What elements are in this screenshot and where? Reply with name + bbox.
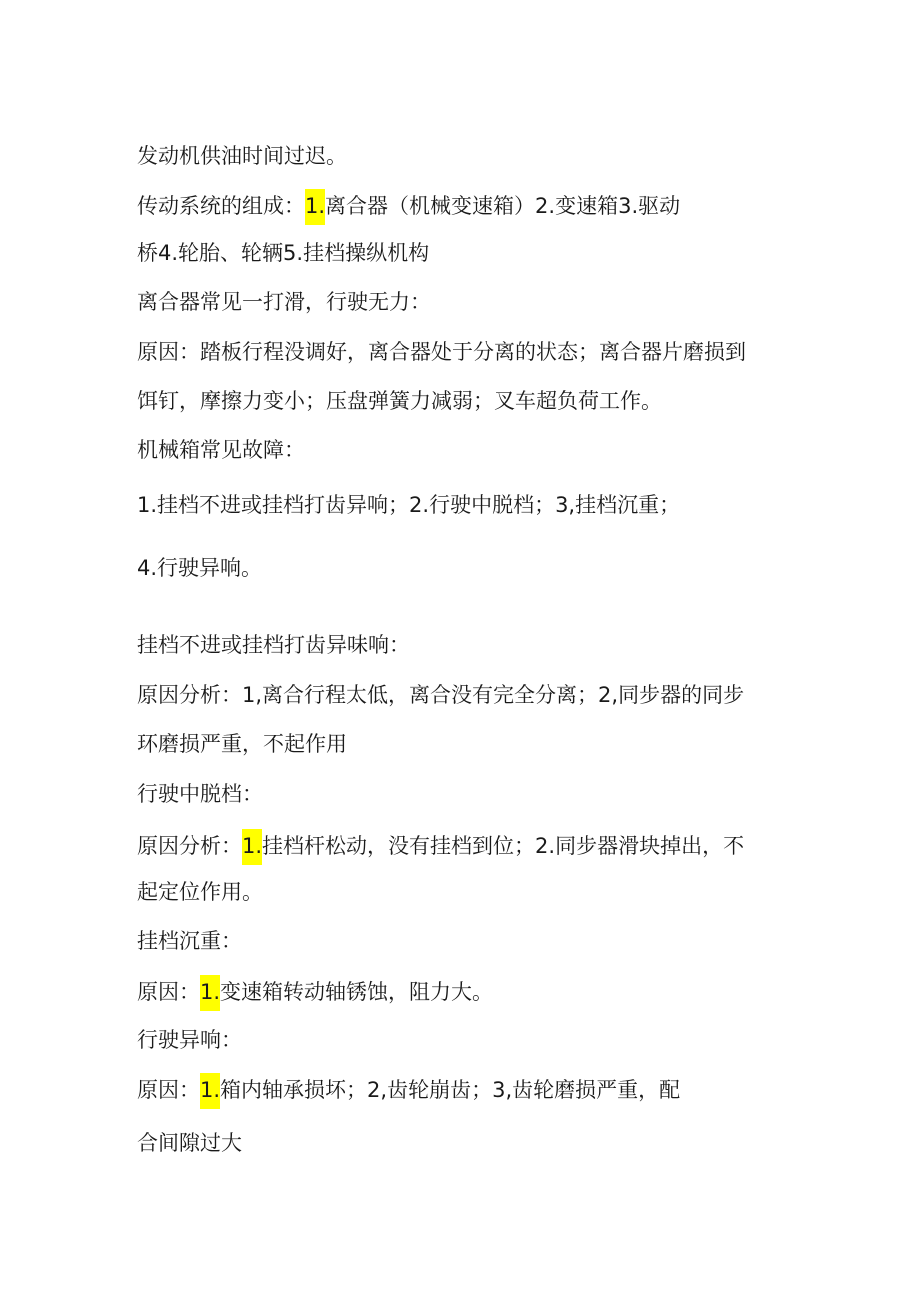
section-heading: 机械箱常见故障：: [137, 438, 305, 462]
text-line: 离合器常见一打滑，行驶无力：: [137, 290, 431, 314]
section-heading: 挂档不进或挂档打齿异味响：: [137, 633, 410, 657]
text-line: 1.挂档不进或挂档打齿异响；2.行驶中脱档；3,挂档沉重；: [137, 493, 681, 517]
highlighted-number: 1.: [200, 1073, 220, 1109]
text-line: 起定位作用。: [137, 880, 263, 904]
text-line: 饵钉，摩擦力变小；压盘弹簧力减弱；叉车超负荷工作。: [137, 389, 662, 413]
line-suffix: 变速箱转动轴锈蚀，阻力大。: [220, 980, 494, 1004]
text-line: [137, 1073, 680, 1109]
highlighted-number: 1.: [200, 975, 220, 1011]
text-line: [137, 189, 680, 225]
highlighted-number: 1.: [242, 829, 262, 865]
text-line: 4.行驶异响。: [137, 556, 263, 580]
line-prefix: 原因分析：: [137, 834, 242, 858]
text-line: 桥4.轮胎、轮辆5.挂档操纵机构: [137, 241, 430, 265]
text-line: 合间隙过大: [137, 1131, 242, 1155]
highlighted-number: 1.: [305, 189, 325, 225]
text-line: 原因分析：1,离合行程太低，离合没有完全分离；2,同步器的同步: [137, 683, 745, 707]
line-suffix: 挂档杆松动，没有挂档到位；2.同步器滑块掉出，不: [262, 834, 745, 858]
text-line: [137, 829, 744, 865]
line-suffix: 离合器（机械变速箱）2.变速箱3.驱动: [325, 194, 681, 218]
section-heading: 行驶异响：: [137, 1028, 242, 1052]
section-heading: 行驶中脱档：: [137, 782, 263, 806]
text-line: 环磨损严重，不起作用: [137, 732, 347, 756]
text-line: 原因：踏板行程没调好，离合器处于分离的状态；离合器片磨损到: [137, 340, 746, 364]
line-suffix: 箱内轴承损坏；2,齿轮崩齿；3,齿轮磨损严重，配: [220, 1078, 681, 1102]
line-prefix: 原因：: [137, 980, 200, 1004]
text-line: 发动机供油时间过迟。: [137, 144, 347, 168]
line-prefix: 传动系统的组成：: [137, 194, 305, 218]
section-heading: 挂档沉重：: [137, 929, 242, 953]
line-prefix: 原因：: [137, 1078, 200, 1102]
text-line: [137, 975, 493, 1011]
